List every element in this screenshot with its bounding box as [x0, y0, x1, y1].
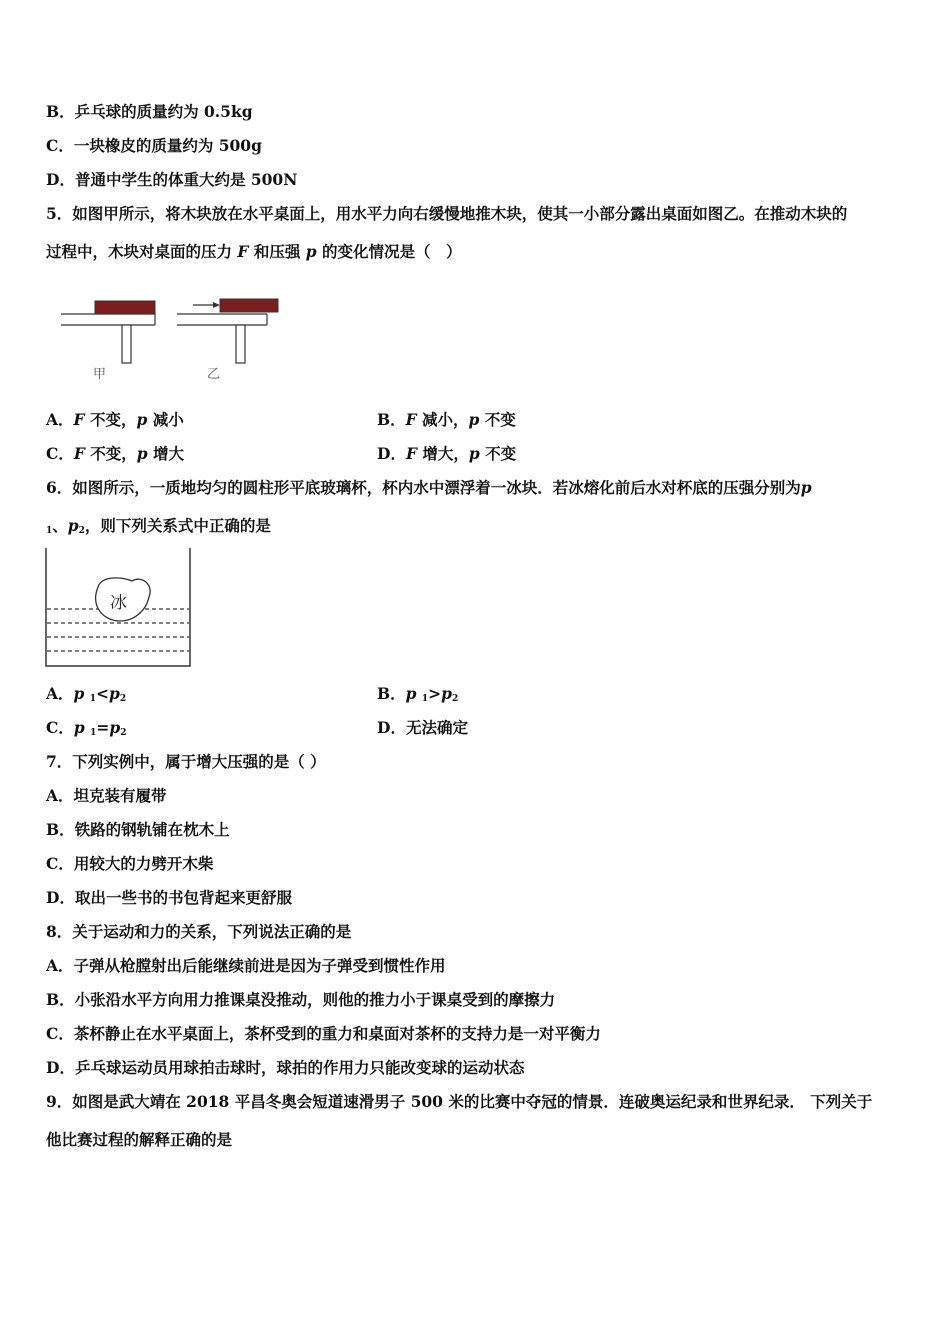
q4-option-d: D．普通中学生的体重大约是 500N [46, 170, 298, 189]
fig-label-jia: 甲 [93, 367, 107, 382]
q9-stem-line1: 9．如图是武大靖在 2018 平昌冬奥会短道速滑男子 500 米的比赛中夺冠的情景．连破奥运纪录和世界纪录． 下列关于 [46, 1092, 873, 1111]
q5-stem-line2: 过程中，木块对桌面的压力 F 和压强 p 的变化情况是（ ） [46, 242, 462, 261]
q6-option-a: A．p $_1<p_2$ [46, 684, 127, 704]
wood-block-jia [95, 301, 155, 314]
figure-yi [177, 299, 278, 382]
q9-stem-line2: 他比赛过程的解释正确的是 [46, 1130, 233, 1149]
figure-jia [61, 301, 155, 382]
ice-label: 冰 [110, 593, 127, 613]
q4-option-c: C．一块橡皮的质量约为 500g [46, 136, 262, 155]
q8-option-d: D．乒乓球运动员用球拍击球时，球拍的作用力只能改变球的运动状态 [46, 1058, 525, 1077]
q7-option-b: B．铁路的钢轨铺在枕木上 [46, 820, 230, 839]
push-arrow-icon [213, 302, 220, 308]
q5-option-c: C．F 不变，p 增大 [46, 444, 185, 463]
q5-figure [55, 292, 295, 387]
q7-stem: 7．下列实例中，属于增大压强的是（ ） [46, 752, 326, 771]
q6-option-c: C．p $_1=p_2$ [46, 718, 127, 738]
q5-option-a: A．F 不变，p 减小 [46, 410, 184, 429]
q6-figure [42, 545, 194, 671]
q6-stem-line2: $_1$、$p_2$，则下列关系式中正确的是 [46, 516, 271, 536]
fig-label-yi: 乙 [207, 367, 221, 382]
q6-option-b: B．p $_1>p_2$ [377, 684, 459, 704]
q4-option-b: B．乒乓球的质量约为 0.5kg [46, 102, 253, 121]
wood-block-yi [220, 299, 278, 312]
q6-stem-line1: 6．如图所示，一质地均匀的圆柱形平底玻璃杯，杯内水中漂浮着一冰块．若冰熔化前后水对杯底的压强分别为p [46, 478, 812, 497]
q7-option-c: C．用较大的力劈开木柴 [46, 854, 214, 873]
table-leg-jia [122, 325, 131, 363]
q7-option-a: A．坦克装有履带 [46, 786, 167, 805]
table-leg-yi [236, 325, 245, 363]
q8-option-a: A．子弹从枪膛射出后能继续前进是因为子弹受到惯性作用 [46, 956, 446, 975]
q5-option-b: B．F 减小，p 不变 [377, 410, 516, 429]
q7-option-d: D．取出一些书的书包背起来更舒服 [46, 888, 292, 907]
q8-stem: 8．关于运动和力的关系，下列说法正确的是 [46, 922, 352, 941]
q5-stem-line1: 5．如图甲所示，将木块放在水平桌面上，用水平力向右缓慢地推木块，使其一小部分露出桌面如图乙。在推动木块的 [46, 204, 848, 223]
q8-option-c: C．茶杯静止在水平桌面上，茶杯受到的重力和桌面对茶杯的支持力是一对平衡力 [46, 1024, 601, 1043]
q5-option-d: D．F 增大，p 不变 [377, 444, 517, 463]
q8-option-b: B．小张沿水平方向用力推课桌没推动，则他的推力小于课桌受到的摩擦力 [46, 990, 556, 1009]
q6-option-d: D．无法确定 [377, 718, 468, 737]
